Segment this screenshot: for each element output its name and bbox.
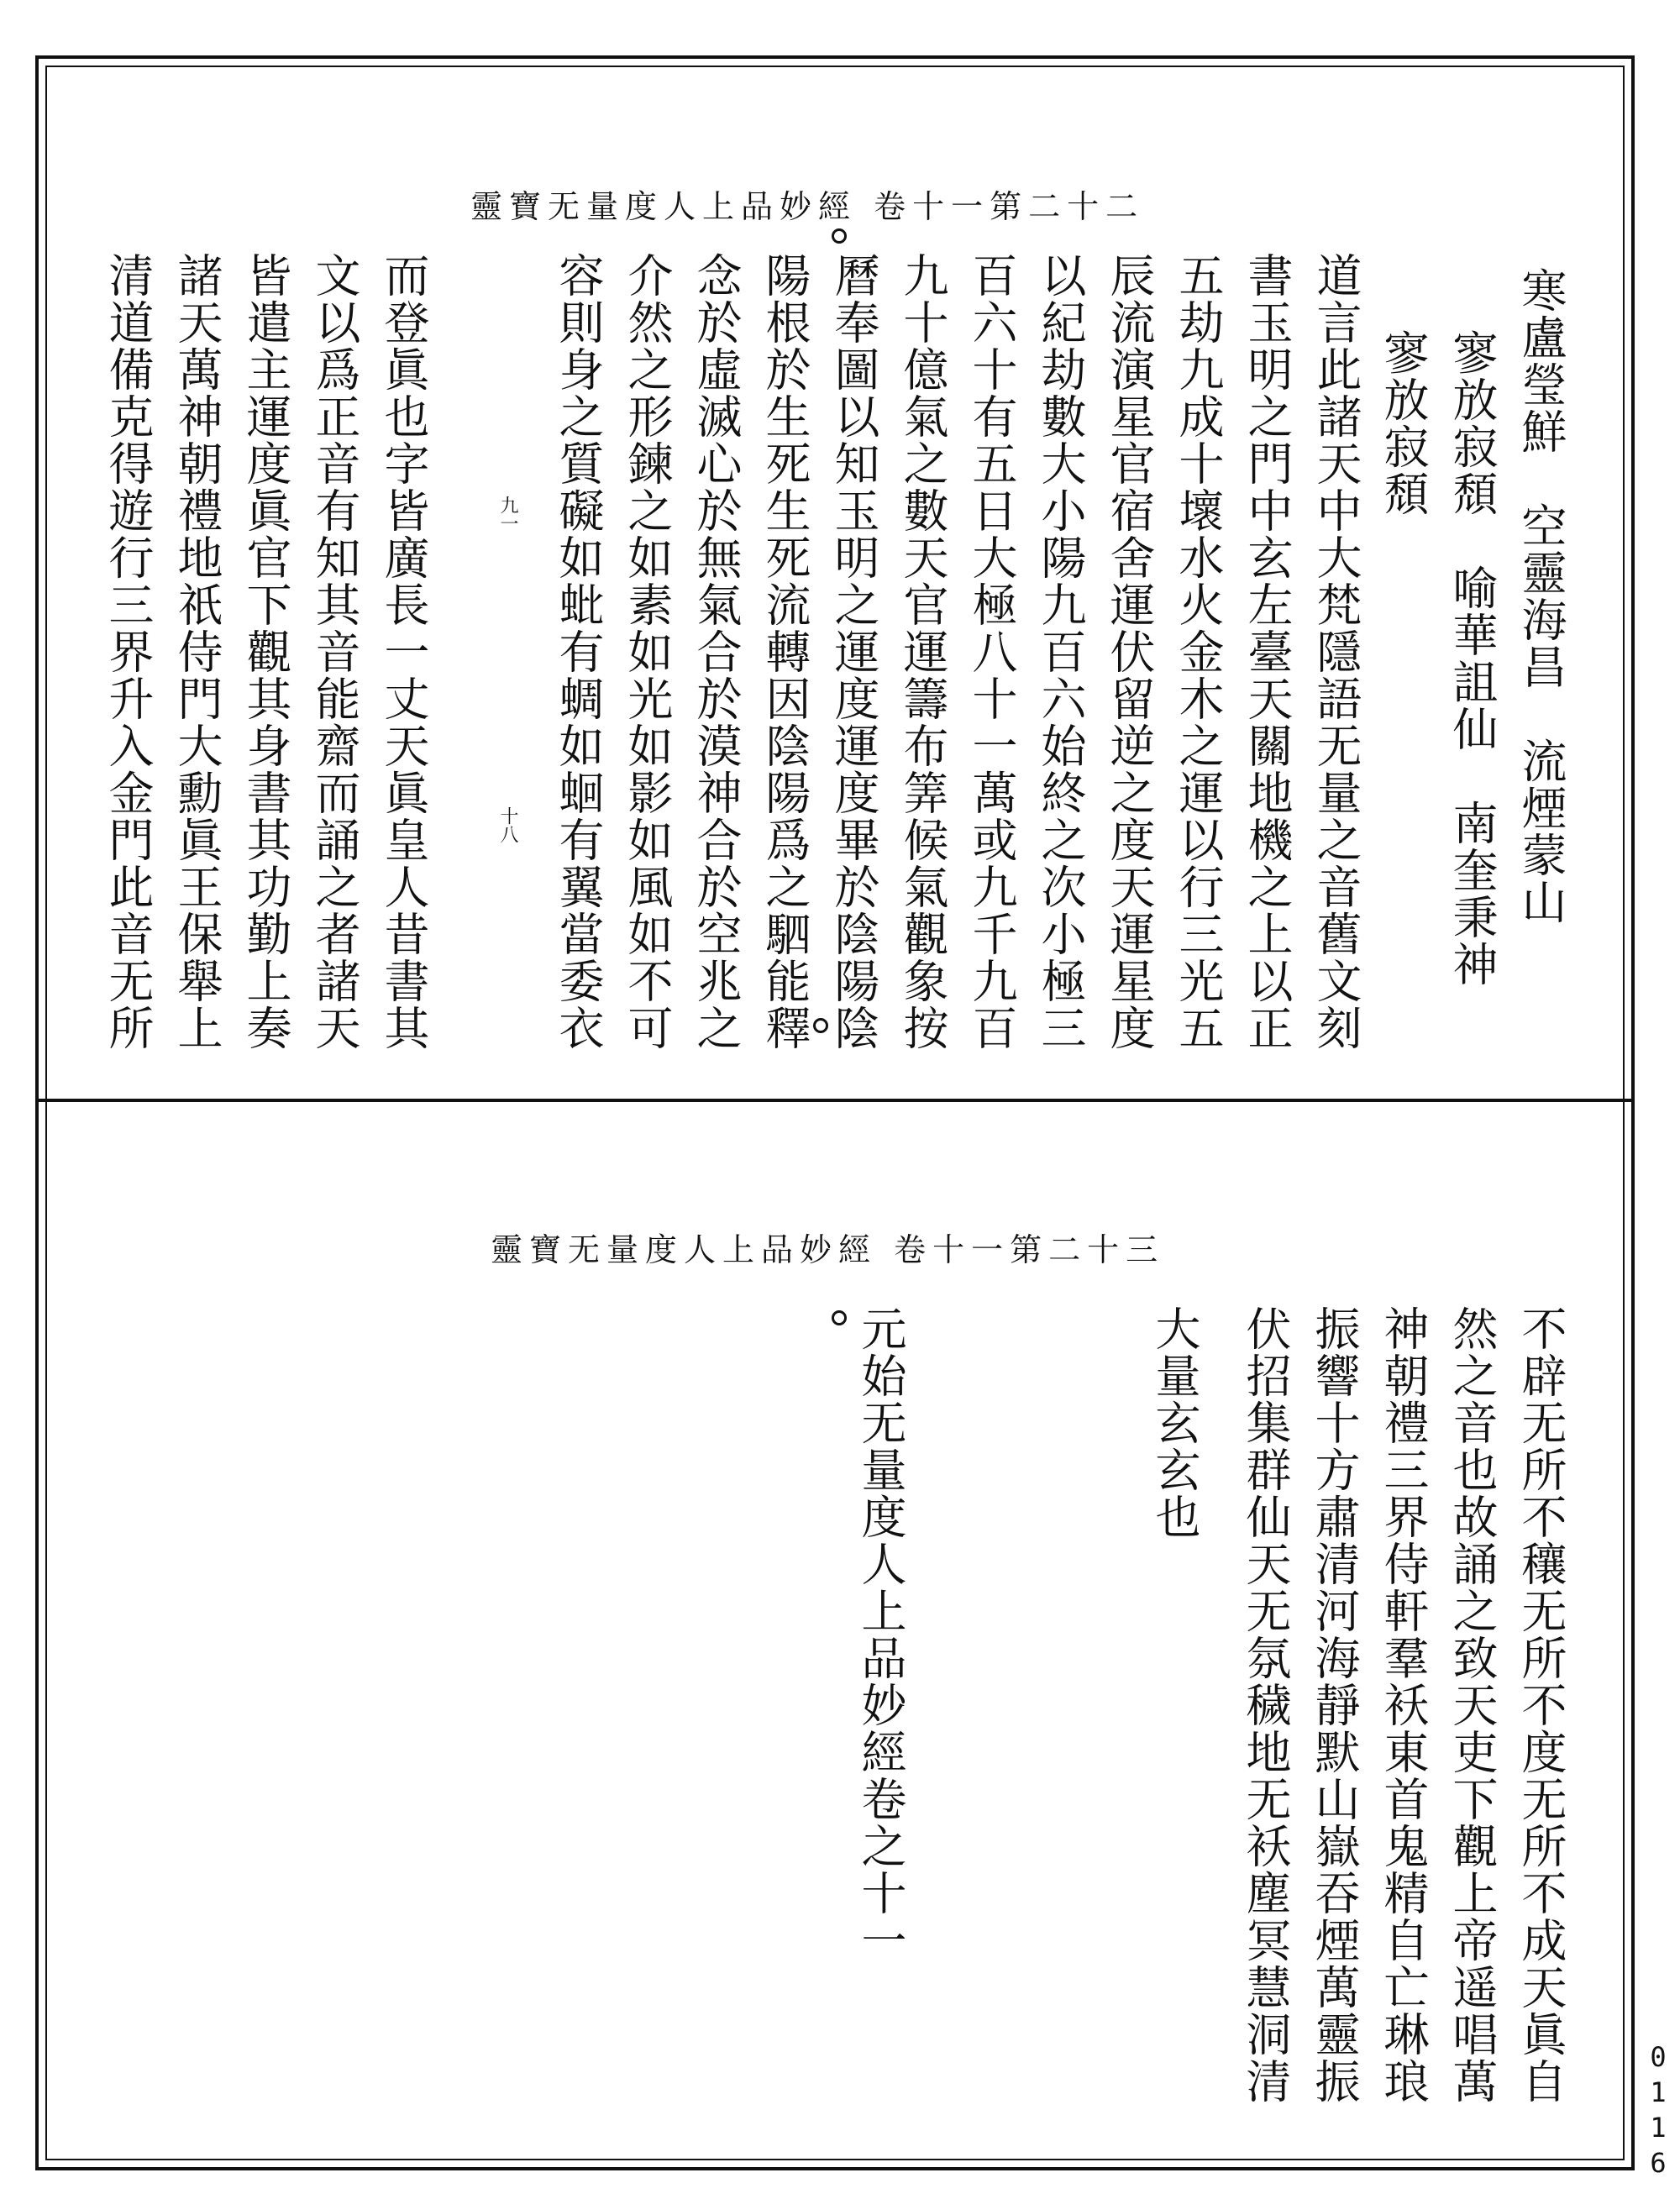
top-column-19: 諸天萬神朝禮地祇侍門大勳眞王保舉上 [171, 252, 223, 1052]
bottom-column-1: 不辟无所不穰无所不度无所不成天眞自 [1515, 1305, 1567, 2105]
top-small-mark-1: 九一 [497, 496, 518, 533]
top-column-10: 九十億氣之數天官運籌布筭候氣觀象按 [896, 252, 949, 1052]
top-column-14: 介然之形鍊之如素如光如影如風如不可 [621, 252, 674, 1052]
half-page-divider [35, 1099, 1635, 1102]
top-column-13: 念於虛滅心於無氣合於漠神合於空兆之 [690, 252, 743, 1052]
top-running-header: 靈寶无量度人上品妙經 卷十一第二十二 [470, 188, 1145, 225]
top-column-12: 陽根於生死生死流轉因陰陽爲之駟能釋 [759, 252, 811, 1052]
top-column-5: 書玉明之門中玄左臺天關地機之上以正 [1241, 252, 1294, 1052]
top-circle-mark-2 [813, 1018, 828, 1033]
bottom-running-header: 靈寶无量度人上品妙經 卷十一第二十三 [491, 1231, 1165, 1268]
top-column-2: 寥放寂頹 喻華詛仙 南奎秉神 [1446, 329, 1499, 988]
top-small-mark-2: 十八 [497, 806, 518, 843]
top-column-11: 曆奉圖以知玉明之運度運度畢於陰陽陰 [827, 252, 880, 1052]
top-column-8: 以紀劫數大小陽九百六始終之次小極三 [1034, 252, 1087, 1052]
bottom-column-5: 伏招集群仙天无氛穢地无袄塵冥慧洞清 [1239, 1305, 1292, 2105]
top-column-6: 五劫九成十壞水火金木之運以行三光五 [1172, 252, 1225, 1052]
top-column-9: 百六十有五日大極八十一萬或九千九百 [965, 252, 1018, 1052]
top-column-1: 寒盧瑩鮮 空靈海昌 流煙蒙山 [1515, 267, 1567, 926]
bottom-column-6: 大量玄玄也 [1148, 1305, 1201, 1540]
top-column-4: 道言此諸天中大梵隱語无量之音舊文刻 [1310, 252, 1362, 1052]
top-column-18: 皆遣主運度眞官下觀其身書其功勤上奏 [239, 252, 292, 1052]
bottom-column-4: 振響十方肅清河海靜默山嶽吞煙萬靈振 [1308, 1305, 1361, 2105]
top-circle-mark-1 [832, 228, 847, 244]
top-column-17: 文以爲正音有知其音能齋而誦之者諸天 [308, 252, 361, 1052]
top-column-20: 清道備克得遊行三界升入金門此音无所 [102, 252, 155, 1052]
page-number: 0116 [1642, 2041, 1674, 2182]
bottom-column-3: 神朝禮三界侍軒羣袄東首鬼精自亡琳琅 [1377, 1305, 1430, 2105]
top-column-16: 而登眞也字皆廣長一丈天眞皇人昔書其 [377, 252, 430, 1052]
bottom-column-2: 然之音也故誦之致天吏下觀上帝遥唱萬 [1446, 1305, 1499, 2105]
bottom-circle-mark [832, 1310, 847, 1325]
top-column-15: 容則身之質礙如蚍有蜩如蛔有翼當委衣 [552, 252, 605, 1052]
bottom-column-7: 元始无量度人上品妙經卷之十一 [854, 1305, 907, 1964]
top-column-3: 寥放寂頹 [1377, 329, 1430, 517]
top-column-7: 辰流演星官宿舍運伏留逆之度天運星度 [1103, 252, 1156, 1052]
